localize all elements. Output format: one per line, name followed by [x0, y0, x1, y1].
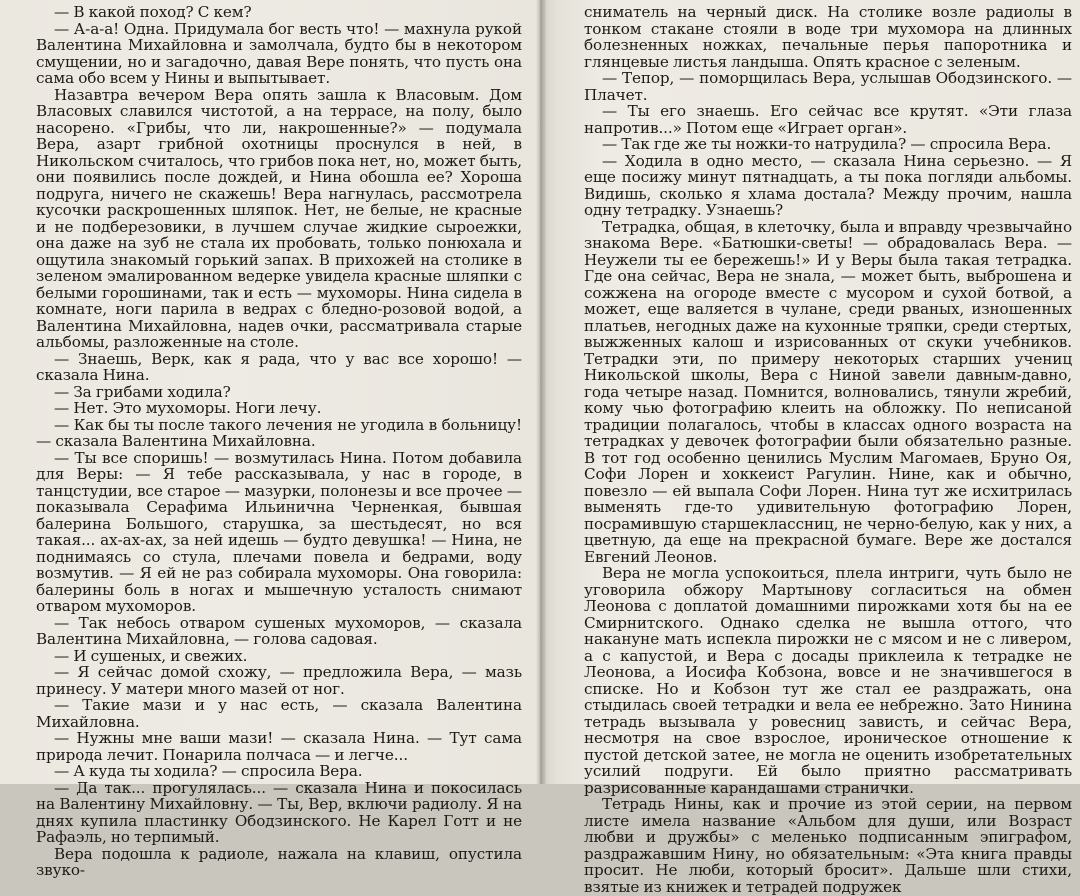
paragraph: — Тепор, — поморщилась Вера, услышав Ободзинского. — Плачет. [584, 69, 1072, 104]
paragraph: — Такие мази и у нас есть, — сказала Валентина Михайловна. [36, 696, 522, 731]
paragraph: — Нет. Это мухоморы. Ноги лечу. [54, 399, 322, 417]
paragraph: Вера не могла успокоиться, плела интриги, чуть было не уговорила обжору Мартынову согласиться на обмен Леонова с доплатой домашними пирожками хотя бы на ее Смирнитского. Однако сделка не вышла оттого, что накануне мать испекла пирожки не с мясом и не с ливером, а с капустой, и Вера с досады приклеила к тетрадке не Леонова, а Иосифа Кобзона, вовсе и не значившегося в списке. Но и Кобзон тут же стал ее раздражать, она стыдилась своей тетрадки и вела ее небрежно. Зато Нинина тетрадь вызывала у ровесниц зависть, и сейчас Вера, несмотря на свое взрослое, ироническое отношение к пустой детской затее, не могла не оценить изобретательных усилий подруги. Ей было приятно рассматривать разрисованные карандашами странички. [584, 564, 1072, 797]
paragraph: Тетрадка, общая, в клеточку, была и вправду чрезвычайно знакома Вере. «Батюшки-светы! — обрадовалась Вера. — Неужели ты ее бережешь!» И у Веры была такая тетрадка. Где она сейчас, Вера не знала, — может быть, выброшена и сожжена на огороде вместе с мусором и сухой ботвой, а может, еще валяется в чулане, среди рваных, изношенных платьев, негодных даже на кухонные тряпки, среди стертых, выжженных калош и изрисованных от скуки учебников. Тетрадки эти, по примеру некоторых старших учениц Никольской школы, Вера с Ниной завели давным-давно, года четыре назад. Помнится, волновались, тянули жребий, кому чью фотографию клеить на обложку. По неписаной традиции полагалось, чтобы в классах одного возраста на тетрадках у девочек фотографии были обязательно разные. В тот год особенно ценились Муслим Магомаев, Бруно Оя, Софи Лорен и хоккеист Рагулин. Нине, как и обычно, повезло — ей выпала Софи Лорен. Нина тут же исхитрилась выменять где-то удивительную фотографию Лорен, посрамившую старшеклассниц, не черно-белую, как у них, а цветную, да еще на прекрасной бумаге. Вере же достался Евгений Леонов. [584, 217, 1072, 566]
book-gutter [536, 0, 546, 784]
paragraph: — Ходила в одно место, — сказала Нина серьезно. — Я еще посижу минут пятнадцать, а ты пока погляди альбомы. Видишь, сколько я хлама достала? Между прочим, нашла одну тетрадку. Узнаешь? [584, 151, 1072, 219]
paragraph: — Да так... прогулялась... — сказала Нина и покосилась на Валентину Михайловну. — Ты, Вер, включи радиолу. Я на днях купила пластинку Ободзинского. Не Карел Готт и не Рафаэль, но терпимый. [36, 778, 522, 846]
paragraph: — Как бы ты после такого лечения не угодила в больницу! — сказала Валентина Михайловна. [36, 415, 522, 450]
right-page-text [584, 4, 1072, 895]
paragraph: — Я сейчас домой схожу, — предложила Вера, — мазь принесу. У матери много мазей от ног. [36, 663, 522, 698]
paragraph: — И сушеных, и свежих. [54, 646, 248, 665]
paragraph: — Ты его знаешь. Его сейчас все крутят. «Эти глаза напротив...» Потом еще «Играет орган». [584, 102, 1072, 137]
paragraph: — А куда ты ходила? — спросила Вера. [54, 762, 363, 780]
paragraph: — Так небось отваром сушеных мухоморов, — сказала Валентина Михайловна, — голова садовая. [36, 613, 522, 648]
left-page [0, 0, 540, 879]
right-page [540, 0, 1080, 896]
paragraph: Тетрадь Нины, как и прочие из этой серии, на первом листе имела название «Альбом для души, или Возраст любви и дружбы» с меленько подписанным эпиграфом, раздражавшим Нину, но обязательным: «Эта книга правды просит. Не люби, который бросит». Дальше шли стихи, взятые из книжек и тетрадей подружек [584, 795, 1072, 896]
paragraph: Вера подошла к радиоле, нажала на клавиш, опустила звуко- [36, 844, 522, 879]
paragraph: — Ты все споришь! — возмутилась Нина. Потом добавила для Веры: — Я тебе рассказывала, у нас в городе, в танцстудии, все старое — мазурки, полонезы и все прочее — показывала Серафима Ильинична Черненкая, бывшая балерина Большого, старушка, за шестьдесят, но вся такая... ах-ах-ах, за ней идешь — будто девушка! — Нина, не поднимаясь со стула, плечами повела и бедрами, воду возмутив. — Я ей не раз собирала мухоморы. Она говорила: балерины боль в ногах и мышечную усталость снимают отваром мухоморов. [36, 448, 522, 615]
paragraph: — Так где же ты ножки-то натрудила? — спросила Вера. [602, 135, 1052, 153]
paragraph: Назавтра вечером Вера опять зашла к Власовым. Дом Власовых славился чистотой, а на террасе, на полу, было насорено. «Грибы, что ли, накрошенные?» — подумала Вера, азарт грибной охотницы проснулся в ней, в Никольском считалось, что грибов пока нет, но, может быть, они появились после дождей, и Нина обошла ее? Хороша подруга, ничего не скажешь! Вера нагнулась, рассмотрела кусочки раскрошенных шляпок. Нет, не белые, не красные и не подберезовики, в лучшем случае жидкие сыроежки, она даже на зуб не стала их пробовать, только понюхала и ощутила знакомый горький запах. В прихожей на столике в зеленом эмалированном ведерке увидела красные шляпки с белыми горошинами, так и есть — мухоморы. Нина сидела в комнате, ноги парила в ведрах с бледно-розовой водой, а Валентина Михайловна, надев очки, рассматривала старые альбомы, разложенные на столе. [36, 85, 522, 351]
paragraph: сниматель на черный диск. На столике возле радиолы в тонком стакане стояли в воде три мухомора на длинных болезненных ножках, печальные перья папоротника и глянцевые листья ландыша. Опять красное с зеленым. [584, 3, 1072, 71]
paragraph: — А-а-а! Одна. Придумала бог весть что! — махнула рукой Валентина Михайловна и замолчала, будто бы в некотором смущении, но и загадочно, давая Вере понять, что пусть она сама обо всем у Нины и выпытывает. [36, 19, 522, 87]
paragraph: — В какой поход? С кем? [54, 3, 252, 21]
paragraph: — За грибами ходила? [54, 382, 231, 401]
paragraph: — Знаешь, Верк, как я рада, что у вас все хорошо! — сказала Нина. [36, 349, 522, 384]
left-page-text [36, 4, 522, 879]
paragraph: — Нужны мне ваши мази! — сказала Нина. — Тут сама природа лечит. Понарила полчаса — и легче... [36, 729, 522, 764]
